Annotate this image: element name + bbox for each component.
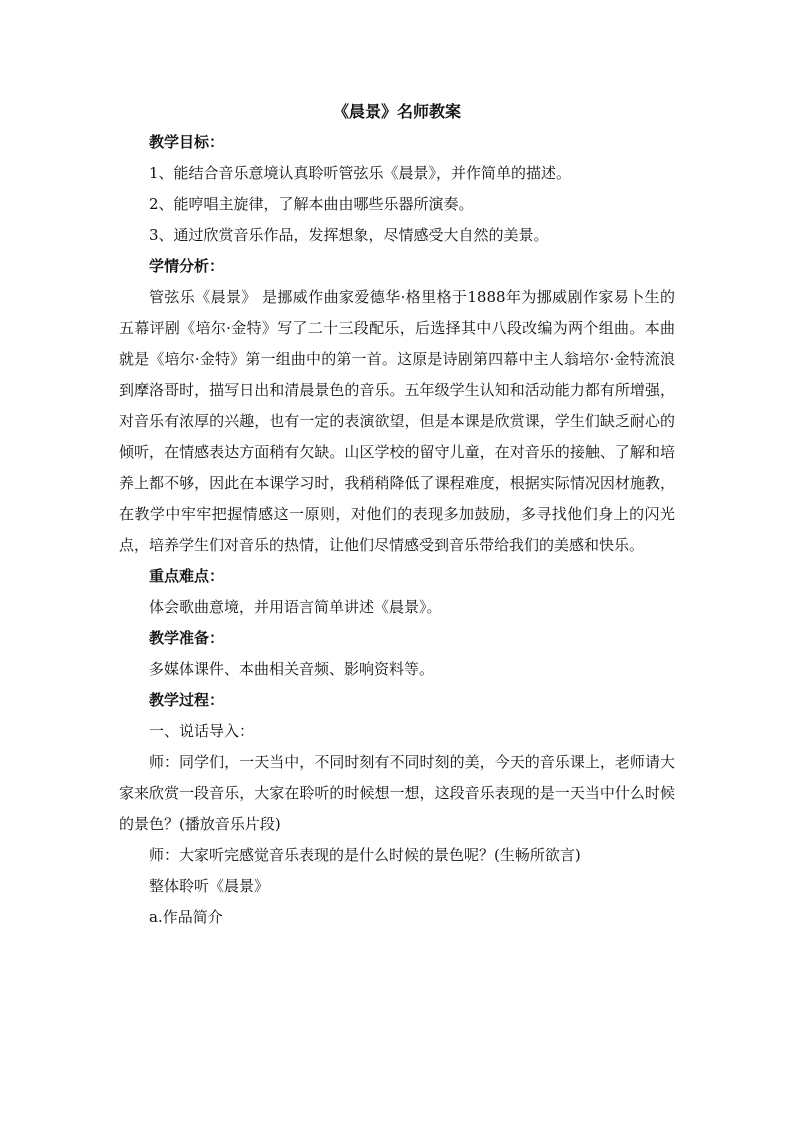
- process-paragraph-2: 师：大家听完感觉音乐表现的是什么时候的景色呢？(生畅所欲言): [149, 846, 581, 864]
- difficulty-heading: 重点难点：: [149, 567, 225, 585]
- objective-item-3: 3、通过欣赏音乐作品，发挥想象，尽情感受大自然的美景。: [149, 226, 549, 244]
- process-line-4: a.作品简介: [149, 908, 223, 926]
- analysis-heading: 学情分析：: [149, 257, 225, 275]
- process-step-1: 一、说话导入：: [149, 722, 255, 740]
- process-paragraph-1: 师：同学们，一天当中，不同时刻有不同时刻的美，今天的音乐课上，老师请大家来欣赏一段音乐，大家在聆听的时候想一想，这段音乐表现的是一天当中什么时候的景色？(播放音乐片段): [119, 753, 675, 833]
- preparation-heading: 教学准备：: [149, 629, 225, 647]
- objective-item-1: 1、能结合音乐意境认真聆听管弦乐《晨景》，并作简单的描述。: [149, 164, 572, 182]
- document-title: 《晨景》名师教案: [332, 102, 461, 121]
- document-body: [119, 96, 675, 933]
- analysis-paragraph: 管弦乐《晨景》 是挪威作曲家爱德华·格里格于1888年为挪威剧作家易卜生的五幕评剧《培尔·金特》写了二十三段配乐，后选择其中八段改编为两个组曲。本曲就是《培尔·金特》第一组曲中的第一首。这原是诗剧第四幕中主人翁培尔·金特流浪到摩洛哥时，描写日出和清晨景色的音乐。五年级学生认知和活动能力都有所增强，对音乐有浓厚的兴趣，也有一定的表演欲望，但是本课是欣赏课，学生们缺乏耐心的倾听，在情感表达方面稍有欠缺。山区学校的留守儿童，在对音乐的接触、了解和培养上都不够，因此在本课学习时，我稍稍降低了课程难度，根据实际情况因材施教，在教学中牢牢把握情感这一原则，对他们的表现多加鼓励，多寻找他们身上的闪光点，培养学生们对音乐的热情，让他们尽情感受到音乐带给我们的美感和快乐。: [119, 288, 675, 554]
- objectives-heading: 教学目标：: [149, 133, 225, 151]
- process-heading: 教学过程：: [149, 691, 225, 709]
- preparation-text: 多媒体课件、本曲相关音频、影响资料等。: [149, 660, 435, 678]
- difficulty-text: 体会歌曲意境，并用语言简单讲述《晨景》。: [149, 598, 442, 616]
- objective-item-2: 2、能哼唱主旋律，了解本曲由哪些乐器所演奏。: [149, 195, 474, 213]
- process-line-3: 整体聆听《晨景》: [149, 877, 270, 895]
